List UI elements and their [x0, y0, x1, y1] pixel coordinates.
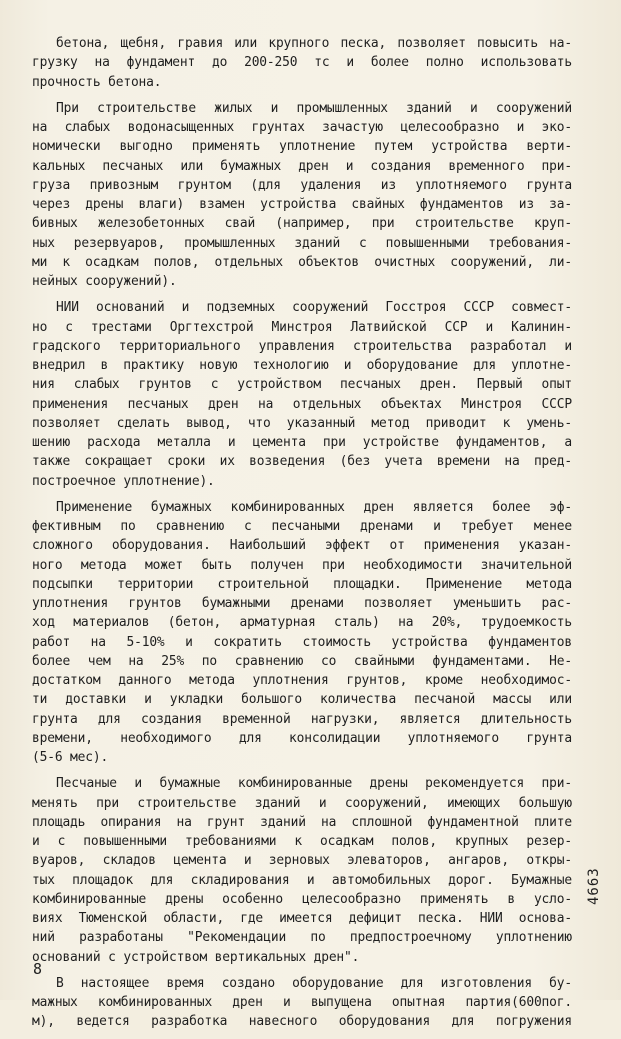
text-line: бивных железобетонных свай (например, при строительстве круп- — [32, 216, 572, 232]
text-line: грузку на фундамент до 200-250 тс и более полно использовать — [32, 55, 572, 71]
paragraph — [32, 34, 572, 92]
text-line: площадь опирания на грунт зданий на сплошной фундаментной плите — [32, 814, 572, 830]
text-line: и с повышенными требованиями к осадкам полов, крупных резер- — [32, 834, 572, 849]
text-line: груза привозным грунтом (для удаления из уплотняемого грунта — [32, 177, 572, 193]
text-line: применения песчаных дрен на отдельных объектах Минстроя СССР — [32, 396, 572, 412]
text-line: также сокращает сроки их возведения (без учета времени на пред- — [32, 454, 572, 470]
text-line: менять при строительстве зданий и сооружений, имеющих большую — [32, 795, 572, 811]
text-line: тых площадок для складирования и автомобильных дорог. Бумажные — [32, 872, 572, 888]
text-line: прочность бетона. — [32, 74, 162, 90]
text-line: подсыпки территории строительной площадки. Применение метода — [32, 576, 572, 592]
text-line: построечное уплотнение). — [32, 473, 215, 489]
text-line: времени, необходимого для консолидации уплотняемого грунта — [32, 730, 572, 746]
page-number: 8 — [33, 960, 43, 978]
paragraph — [32, 298, 572, 491]
side-archive-code: 4663 — [586, 867, 602, 905]
text-line: бетона, щебня, гравия или крупного песка, позволяет повысить на- — [56, 36, 572, 51]
text-line: уплотнения грунтов бумажными дренами позволяет уменьшить рас- — [32, 596, 572, 611]
text-line: комбинированные дрены особенно целесообразно применять в усло- — [32, 891, 572, 907]
text-line: фективным по сравнению с песчаными дренами и требует менее — [32, 519, 572, 534]
text-line: ного метода может быть получен при необходимости значительной — [32, 557, 572, 573]
text-line: шению расхода металла и цемента при устройстве фундаментов, а — [32, 435, 572, 450]
text-line: через дрены влаги) взамен устройства свайных фундаментов из за- — [32, 197, 572, 212]
text-line: НИИ оснований и подземных сооружений Госстроя СССР совмест- — [56, 300, 572, 316]
text-line: оснований с устройством вертикальных дрен". — [32, 949, 360, 965]
text-line: грунта для создания временной нагрузки, является длительность — [32, 711, 572, 727]
text-line: В настоящее время создано оборудование для изготовления бу- — [56, 975, 572, 991]
text-line: ти доставки и укладки большого количества песчаной массы или — [32, 692, 572, 708]
body-text — [32, 34, 572, 1039]
text-line: кальных песчаных или бумажных дрен и создания временного при- — [32, 158, 572, 174]
text-line: ний разработаны "Рекомендации по предпостроечному уплотнению — [32, 930, 572, 946]
text-line: градского территориального управления строительства разработал и — [32, 338, 572, 354]
text-line: Применение бумажных комбинированных дрен является более эф- — [56, 499, 572, 515]
text-line: внедрил в практику новую технологию и оборудование для уплотне- — [32, 358, 572, 373]
text-line: нейных сооружений). — [32, 274, 177, 289]
paragraph — [32, 774, 572, 967]
text-line: номически выгодно применять уплотнение путем устройства верти- — [32, 139, 572, 155]
text-line: При строительстве жилых и промышленных зданий и сооружений — [56, 100, 572, 116]
text-line: ных резервуаров, промышленных зданий с повышенными требования- — [32, 235, 572, 251]
text-line: работ на 5-10% и сократить стоимость устройства фундаментов — [32, 634, 572, 650]
paragraph — [32, 498, 572, 768]
text-line: сложного оборудования. Наибольший эффект от применения указан- — [32, 538, 572, 554]
text-line: но с трестами Оргтехстрой Минстроя Латвийской ССР и Калинин- — [32, 319, 572, 335]
text-line: ния слабых грунтов с устройством песчаных дрен. Первый опыт — [32, 377, 572, 393]
text-line: вуаров, складов цемента и зерновых элеваторов, ангаров, откры- — [32, 853, 572, 869]
text-line: на слабых водонасыщенных грунтах зачастую целесообразно и эко- — [32, 120, 572, 135]
text-line: ми к осадкам полов, отдельных объектов очистных сооружений, ли- — [32, 254, 572, 270]
text-line: Песчаные и бумажные комбинированные дрены рекомендуется при- — [56, 776, 572, 792]
text-line: достатком данного метода уплотнения грунтов, кроме необходимос- — [32, 673, 572, 688]
text-line: (5-6 мес). — [32, 750, 109, 765]
text-line: м), ведется разработка навесного оборудования для погружения — [32, 1014, 572, 1030]
text-line: более чем на 25% по сравнению со свайными фундаментами. Не- — [32, 653, 572, 669]
paragraph — [32, 99, 572, 292]
paragraph — [32, 974, 572, 1032]
text-line: ход материалов (бетон, арматурная сталь) на 20%, трудоемкость — [32, 615, 572, 631]
text-line: мажных комбинированных дрен и выпущена опытная партия(600пог. — [32, 995, 572, 1010]
text-line: виях Тюменской области, где имеется дефицит песка. НИИ основа- — [32, 911, 572, 926]
text-line: позволяет сделать вывод, что указанный метод приводит к умень- — [32, 415, 572, 431]
